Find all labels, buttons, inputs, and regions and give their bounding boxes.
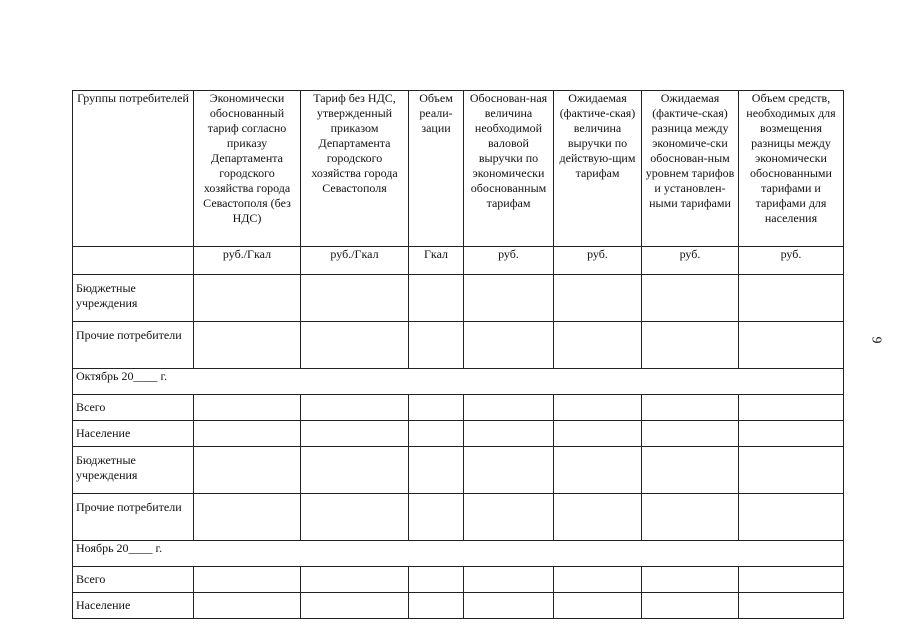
- month-row: [73, 369, 844, 395]
- table-cell: [301, 567, 409, 593]
- table-cell: [739, 275, 844, 322]
- table-cell: [194, 322, 301, 369]
- table-cell: [409, 593, 464, 619]
- table-cell: [301, 395, 409, 421]
- table-cell: [464, 421, 554, 447]
- table-cell: [194, 395, 301, 421]
- units-row: [73, 247, 844, 275]
- table-cell: [554, 275, 642, 322]
- table-row: [73, 322, 844, 369]
- header-expected-revenue: Ожидаемая (фактиче-ская) величина выручки по действую-щим тарифам: [554, 91, 642, 247]
- header-required-revenue: Обоснован-ная величина необходимой валовой выручки по экономически обоснованным тарифам: [464, 91, 554, 247]
- table-cell: [554, 447, 642, 494]
- table-cell: [194, 421, 301, 447]
- table-cell: [409, 322, 464, 369]
- table-cell: [194, 447, 301, 494]
- unit-cell: руб.: [642, 247, 739, 275]
- table-cell: [301, 447, 409, 494]
- table-cell: [464, 567, 554, 593]
- row-label: Население: [73, 593, 194, 619]
- unit-cell: руб.: [464, 247, 554, 275]
- table-cell: [642, 447, 739, 494]
- table-cell: [642, 275, 739, 322]
- table-cell: [409, 395, 464, 421]
- table-cell: [301, 421, 409, 447]
- page-number: 9: [868, 336, 884, 344]
- table-cell: [739, 494, 844, 541]
- row-label: Прочие потребители: [73, 322, 194, 369]
- table-cell: [194, 275, 301, 322]
- row-label: Всего: [73, 395, 194, 421]
- table-cell: [554, 593, 642, 619]
- unit-cell: руб.: [554, 247, 642, 275]
- header-approved-tariff: Тариф без НДС, утвержденный приказом Департамента городского хозяйства города Севастополя: [301, 91, 409, 247]
- month-label: Ноябрь 20____ г.: [73, 541, 844, 567]
- table-cell: [554, 567, 642, 593]
- table-cell: [464, 322, 554, 369]
- header-economic-tariff: Экономически обоснованный тариф согласно приказу Департамента городского хозяйства города Севастополя (без НДС): [194, 91, 301, 247]
- table-cell: [409, 275, 464, 322]
- table-cell: [464, 494, 554, 541]
- header-row: [73, 91, 844, 247]
- table-cell: [739, 567, 844, 593]
- table-cell: [464, 395, 554, 421]
- table-cell: [464, 593, 554, 619]
- table-cell: [739, 322, 844, 369]
- table-cell: [554, 494, 642, 541]
- unit-cell: [73, 247, 194, 275]
- unit-cell: руб.: [739, 247, 844, 275]
- table-cell: [301, 275, 409, 322]
- table-cell: [301, 593, 409, 619]
- table-cell: [739, 447, 844, 494]
- table-cell: [554, 421, 642, 447]
- table-row: [73, 275, 844, 322]
- table-cell: [464, 275, 554, 322]
- table-row: [73, 421, 844, 447]
- month-label: Октябрь 20____ г.: [73, 369, 844, 395]
- header-sales-volume: Объем реали-зации: [409, 91, 464, 247]
- table-row: [73, 395, 844, 421]
- header-compensation-funds: Объем средств, необходимых для возмещения разницы между экономически обоснованными тарифами и тарифами для населения: [739, 91, 844, 247]
- row-label: Бюджетные учреждения: [73, 275, 194, 322]
- header-expected-difference: Ожидаемая (фактиче-ская) разница между экономиче-ски обоснован-ным уровнем тарифов и установлен-ными тарифами: [642, 91, 739, 247]
- unit-cell: руб./Гкал: [194, 247, 301, 275]
- row-label: Прочие потребители: [73, 494, 194, 541]
- table-cell: [739, 593, 844, 619]
- table-row: [73, 494, 844, 541]
- tariff-table: [72, 90, 844, 619]
- table-cell: [301, 494, 409, 541]
- table-cell: [642, 494, 739, 541]
- table-cell: [194, 494, 301, 541]
- row-label: Бюджетные учреждения: [73, 447, 194, 494]
- table-cell: [409, 494, 464, 541]
- unit-cell: руб./Гкал: [301, 247, 409, 275]
- table-row: [73, 593, 844, 619]
- table-cell: [464, 447, 554, 494]
- table-cell: [409, 447, 464, 494]
- table-cell: [642, 322, 739, 369]
- table-cell: [642, 395, 739, 421]
- row-label: Население: [73, 421, 194, 447]
- row-label: Всего: [73, 567, 194, 593]
- table-row: [73, 447, 844, 494]
- table-cell: [554, 322, 642, 369]
- table-cell: [642, 593, 739, 619]
- table-cell: [301, 322, 409, 369]
- table-cell: [642, 567, 739, 593]
- table-cell: [194, 567, 301, 593]
- unit-cell: Гкал: [409, 247, 464, 275]
- table-cell: [554, 395, 642, 421]
- table-cell: [409, 421, 464, 447]
- month-row: [73, 541, 844, 567]
- table-cell: [642, 421, 739, 447]
- table-row: [73, 567, 844, 593]
- table-cell: [739, 395, 844, 421]
- header-consumer-groups: Группы потребителей: [73, 91, 194, 247]
- table-cell: [739, 421, 844, 447]
- table-cell: [409, 567, 464, 593]
- table-cell: [194, 593, 301, 619]
